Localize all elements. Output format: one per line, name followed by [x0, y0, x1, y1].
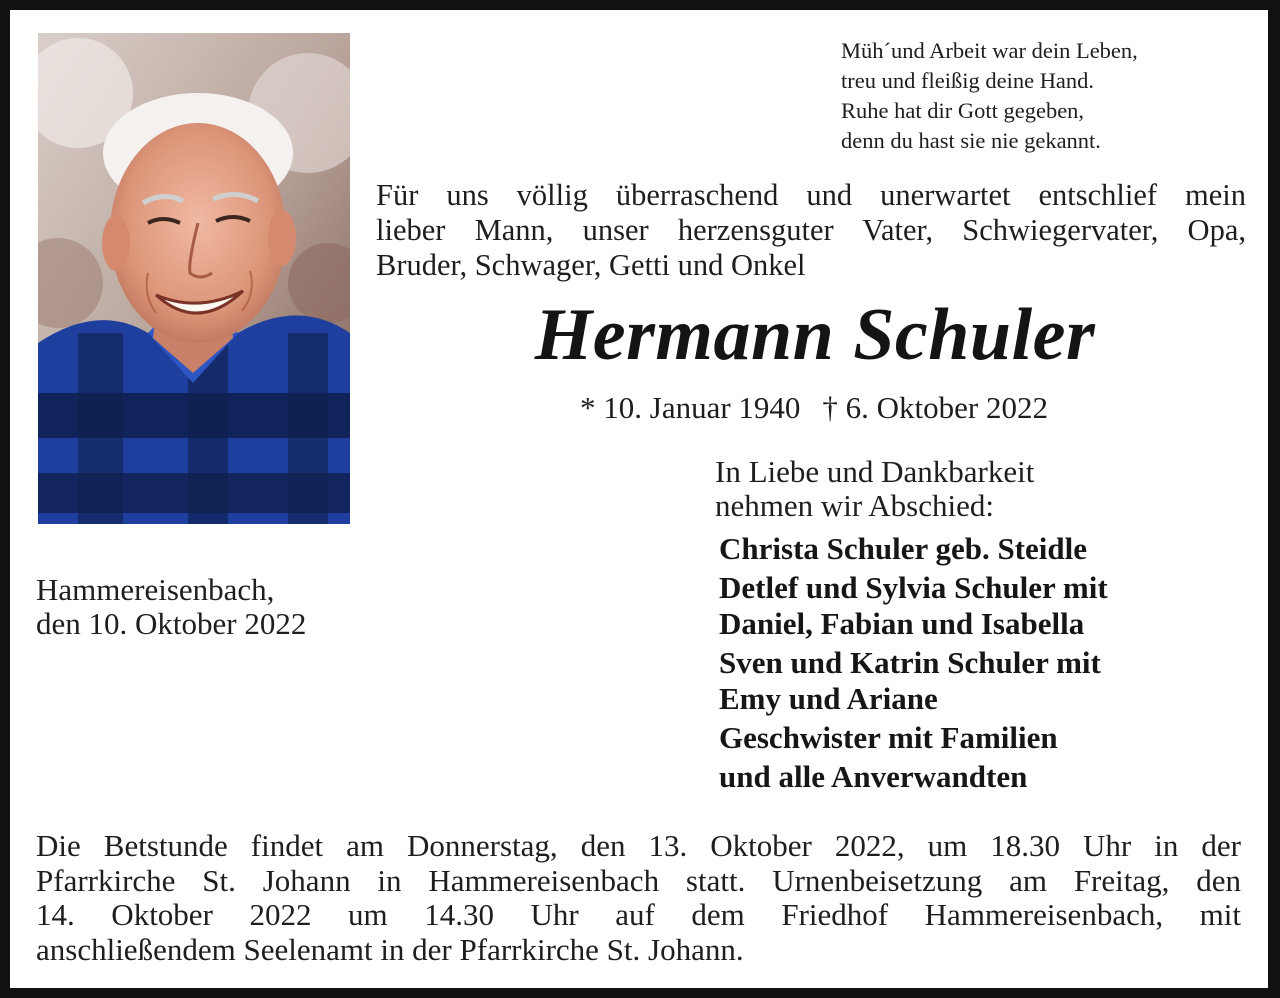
- intro-line: lieber Mann, unser herzensguter Vater, Schwiegervater, Opa,: [376, 213, 1246, 247]
- death-date: † 6. Oktober 2022: [822, 390, 1048, 425]
- service-line: Die Betstunde findet am Donnerstag, den 13. Oktober 2022, um 18.30 Uhr in der: [36, 828, 1241, 863]
- mourner-entry: Christa Schuler geb. Steidle: [719, 531, 1087, 566]
- mourner-entry: Daniel, Fabian und Isabella: [719, 606, 1085, 641]
- service-line: anschließendem Seelenamt in der Pfarrkirche St. Johann.: [36, 931, 744, 967]
- place-line: Hammereisenbach,: [36, 572, 275, 607]
- service-line: 14. Oktober 2022 um 14.30 Uhr auf dem Friedhof Hammereisenbach, mit: [36, 897, 1241, 932]
- poem-line: treu und fleißig deine Hand.: [841, 68, 1095, 93]
- farewell-line: In Liebe und Dankbarkeit: [715, 454, 1035, 489]
- portrait-photo: [38, 33, 350, 524]
- service-info: [36, 829, 1241, 967]
- mourners-list: [719, 531, 1108, 795]
- intro-line: Bruder, Schwager, Getti und Onkel: [376, 248, 806, 282]
- poem-line: denn du hast sie nie gekannt.: [841, 128, 1101, 153]
- birth-date: * 10. Januar 1940: [580, 390, 801, 425]
- mourner-entry: Emy und Ariane: [719, 681, 938, 716]
- life-dates: [376, 388, 1246, 428]
- mourner-entry: Detlef und Sylvia Schuler mit: [719, 570, 1108, 605]
- farewell-text: [715, 455, 1034, 523]
- mourner-entry: und alle Anverwandten: [719, 759, 1028, 794]
- mourner-entry: Geschwister mit Familien: [719, 720, 1058, 755]
- date-line: den 10. Oktober 2022: [36, 606, 307, 641]
- deceased-name: Hermann Schuler: [534, 294, 1096, 376]
- poem-line: Ruhe hat dir Gott gegeben,: [841, 98, 1085, 123]
- intro-line: Für uns völlig überraschend und unerwartet entschlief mein: [376, 178, 1246, 212]
- farewell-line: nehmen wir Abschied:: [715, 488, 994, 523]
- poem: [841, 36, 1138, 156]
- poem-line: Müh´und Arbeit war dein Leben,: [841, 38, 1138, 63]
- intro-text: [376, 178, 1246, 283]
- mourner-entry: Sven und Katrin Schuler mit: [719, 645, 1101, 680]
- place-and-date: [36, 573, 306, 641]
- service-line: Pfarrkirche St. Johann in Hammereisenbach statt. Urnenbeisetzung am Freitag, den: [36, 862, 1241, 898]
